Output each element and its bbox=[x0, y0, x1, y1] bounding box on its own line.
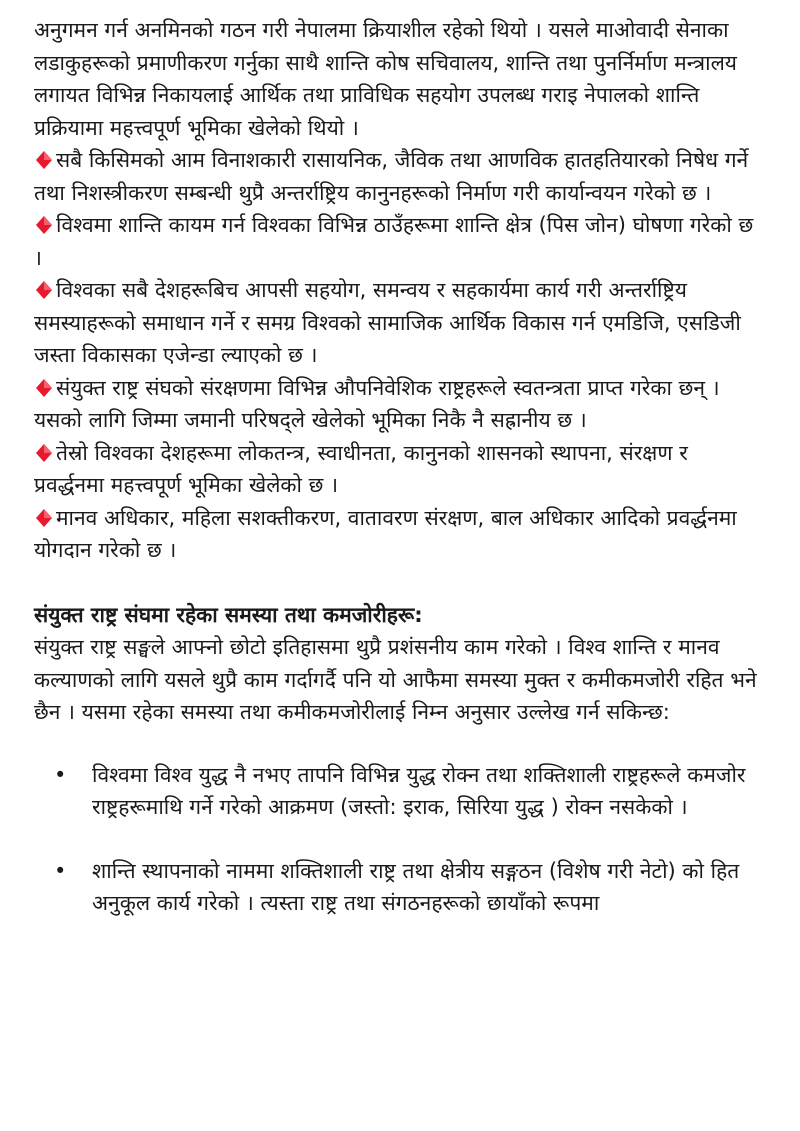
achievement-list bbox=[34, 144, 762, 567]
diamond-item-text: विश्वमा शान्ति कायम गर्न विश्वका विभिन्न ठाउँहरूमा शान्ति क्षेत्र (पिस जोन) घोषणा गरेको छ । bbox=[34, 213, 754, 270]
intro-paragraph: अनुगमन गर्न अनमिनको गठन गरी नेपालमा क्रियाशील रहेको थियो । यसले माओवादी सेनाका लडाकुहरूको प्रमाणीकरण गर्नुका साथै शान्ति कोष सचिवालय, शान्ति तथा पुनर्निर्माण मन्त्रालय लगायत विभिन्न निकायलाई आर्थिक तथा प्राविधिक सहयोग उपलब्ध गराइ नेपालको शान्ति प्रक्रियामा महत्त्वपूर्ण भूमिका खेलेको थियो । bbox=[34, 18, 737, 140]
body-paragraph: संयुक्त राष्ट्र सङ्घले आफ्नो छोटो इतिहासमा थुप्रै प्रशंसनीय काम गरेको । विश्व शान्ति र मानव कल्याणको लागि यसले थुप्रै काम गर्दागर्दै पनि यो आफैमा समस्या मुक्त र कमीकमजोरी रहित भने छैन । यसमा रहेका समस्या तथा कमीकमजोरीलाई निम्न अनुसार उल्लेख गर्न सकिन्छ: bbox=[34, 635, 757, 724]
red-diamond-icon bbox=[34, 378, 54, 398]
diamond-list-item bbox=[34, 144, 762, 209]
section-heading: संयुक्त राष्ट्र संघमा रहेका समस्या तथा कमजोरीहरू: bbox=[34, 602, 423, 627]
diamond-item-text: सबै किसिमको आम विनाशकारी रासायनिक, जैविक तथा आणविक हातहतियारको निषेध गर्ने तथा निशस्त्रीकरण सम्बन्धी थुप्रै अन्तर्राष्ट्रिय कानुनहरूको निर्माण गरी कार्यान्वयन गरेको छ । bbox=[34, 148, 749, 205]
red-diamond-icon bbox=[34, 150, 54, 170]
bullet-item-text: विश्वमा विश्व युद्ध नै नभए तापनि विभिन्न युद्ध रोक्न तथा शक्तिशाली राष्ट्रहरूले कमजोर राष्ट्रहरूमाथि गर्ने गरेको आक्रमण (जस्तो: इराक, सिरिया युद्ध ) रोक्न नसकेको । bbox=[92, 762, 746, 819]
diamond-item-text: संयुक्त राष्ट्र संघको संरक्षणमा विभिन्न औपनिवेशिक राष्ट्रहरूले स्वतन्त्रता प्राप्त गरेका छन् । यसको लागि जिम्मा जमानी परिषद्ले खेलेको भूमिका निकै नै सह्रानीय छ । bbox=[34, 375, 720, 432]
red-diamond-icon bbox=[34, 443, 54, 463]
diamond-list-item bbox=[34, 372, 762, 437]
red-diamond-icon bbox=[34, 215, 54, 235]
bullet-dot-icon: • bbox=[54, 762, 67, 787]
problem-list bbox=[34, 759, 762, 920]
diamond-item-text: विश्वका सबै देशहरूबिच आपसी सहयोग, समन्वय र सहकार्यमा कार्य गरी अन्तर्राष्ट्रिय समस्याहरूको समाधान गर्ने र समग्र विश्वको सामाजिक आर्थिक विकास गर्न एमडिजि, एसडिजी जस्ता विकासका एजेन्डा ल्याएको छ । bbox=[34, 278, 741, 367]
diamond-list-item bbox=[34, 209, 762, 274]
red-diamond-icon bbox=[34, 280, 54, 300]
red-diamond-icon bbox=[34, 508, 54, 528]
bullet-dot-icon: • bbox=[54, 858, 67, 883]
diamond-list-item bbox=[34, 274, 762, 372]
diamond-item-text: मानव अधिकार, महिला सशक्तीकरण, वातावरण संरक्षण, बाल अधिकार आदिको प्रवर्द्धनमा योगदान गरेको छ । bbox=[34, 505, 737, 562]
diamond-list-item bbox=[34, 437, 762, 502]
diamond-list-item bbox=[34, 502, 762, 567]
bullet-list-item bbox=[34, 855, 762, 920]
bullet-item-text: शान्ति स्थापनाको नाममा शक्तिशाली राष्ट्र तथा क्षेत्रीय सङ्गठन (विशेष गरी नेटो) को हित अनुकूल कार्य गरेको । त्यस्ता राष्ट्र तथा संगठनहरूको छायाँको रूपमा bbox=[92, 858, 740, 915]
bullet-list-item bbox=[34, 759, 762, 824]
diamond-item-text: तेस्रो विश्वका देशहरूमा लोकतन्त्र, स्वाधीनता, कानुनको शासनको स्थापना, संरक्षण र प्रवर्द्धनमा महत्त्वपूर्ण भूमिका खेलेको छ । bbox=[34, 440, 688, 497]
